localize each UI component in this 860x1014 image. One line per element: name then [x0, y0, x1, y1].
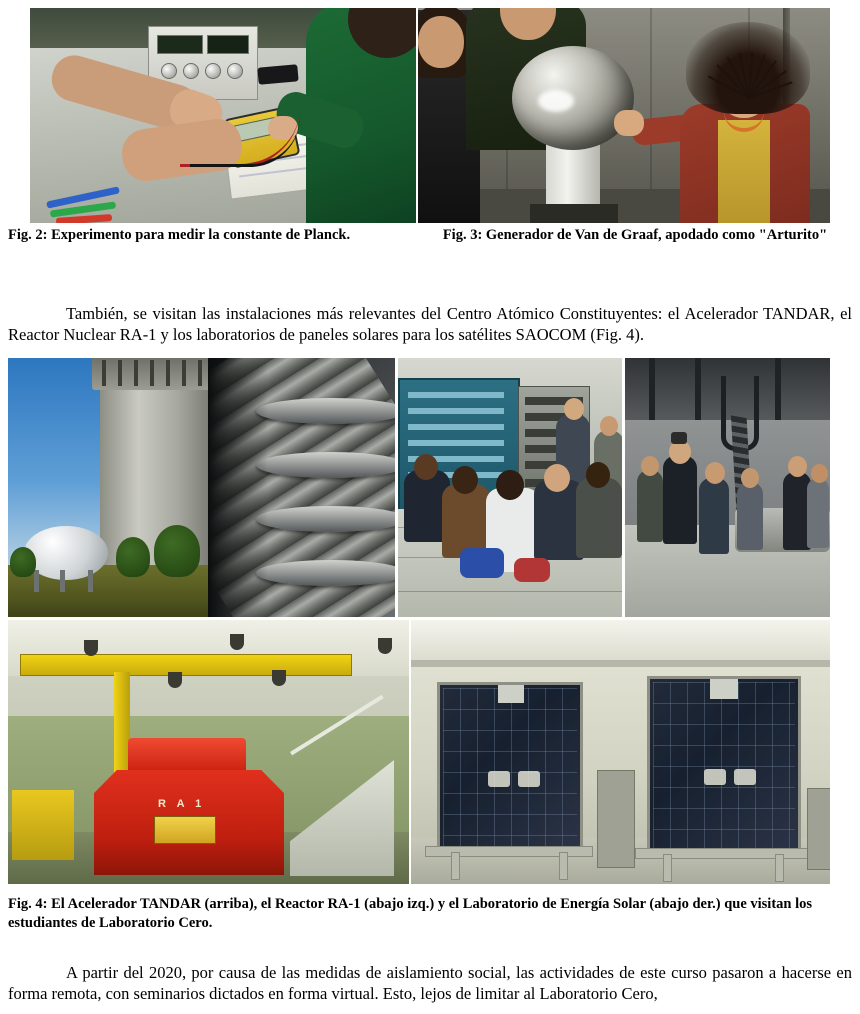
person-head: [544, 464, 570, 492]
figure-3-image: [418, 8, 830, 223]
yellow-cabinet: [12, 790, 74, 860]
person-seated: [442, 484, 490, 558]
ceiling-lamp-icon: [272, 670, 286, 686]
tree: [154, 525, 200, 577]
crane-beam: [20, 654, 352, 676]
figure-captions-top: [8, 226, 852, 244]
person-photographing: [663, 456, 697, 544]
psu-knob-2: [183, 63, 199, 79]
ceiling-beam: [411, 660, 830, 667]
person-standing: [699, 478, 729, 554]
panel-marker: [518, 771, 540, 787]
support-leg: [559, 852, 568, 880]
figure-4-caption-line-1: Fig. 4: El Acelerador TANDAR (arriba), el Reactor RA-1 (abajo izq.) y el Laboratorio de Energía Solar (abajo der.): [8, 896, 721, 912]
tank-leg: [34, 570, 39, 592]
reactor-plate: [154, 816, 216, 844]
panel-notch: [498, 685, 524, 703]
panel-marker: [704, 769, 726, 785]
person-head: [564, 398, 584, 420]
figure-4-caption: [8, 895, 852, 933]
psu-knob-1: [161, 63, 177, 79]
tube-ring: [256, 506, 395, 532]
backpack: [514, 558, 550, 582]
tube-shadow: [208, 358, 268, 617]
paragraph-2: A partir del 2020, por causa de las medidas de aislamiento social, las actividades de este curso pasaron a hacerse en forma remota, con seminarios dictados en forma virtual. Esto, lejos de limitar al Laboratorio Cero,: [8, 962, 852, 1004]
figure-4-panel-ra1-reactor: [8, 620, 409, 884]
figure-4-panel-students-control-room: [398, 358, 623, 617]
person-standing: [737, 482, 763, 550]
figure-4-panel-reactor-hall: [625, 358, 830, 617]
backpack: [460, 548, 504, 578]
person-seated: [576, 478, 622, 558]
tree: [10, 547, 36, 577]
tank-leg: [60, 570, 65, 592]
solar-panel: [437, 682, 583, 856]
person-head: [452, 466, 478, 494]
psu-display-2: [207, 35, 249, 54]
tube-ring: [256, 452, 395, 478]
panel-marker: [488, 771, 510, 787]
figure-2-image: [30, 8, 416, 223]
vandegraaff-sphere: [512, 46, 634, 150]
psu-display-1: [157, 35, 203, 54]
person-head: [414, 454, 438, 480]
person-head: [496, 470, 524, 500]
person-standing: [637, 470, 663, 542]
ceiling: [411, 620, 830, 660]
solar-panel: [647, 676, 801, 856]
support-leg: [663, 854, 672, 882]
figure-4-row-2: [8, 620, 830, 884]
panel-marker: [734, 769, 756, 785]
ceiling-lamp-icon: [84, 640, 98, 656]
figure-row-top: [30, 8, 830, 223]
solar-cells: [653, 682, 795, 850]
reactor-label: R A 1: [158, 798, 206, 810]
person-left-head: [418, 16, 464, 68]
support-leg: [775, 854, 784, 882]
psu-knob-3: [205, 63, 221, 79]
person-right-shirt: [718, 120, 770, 223]
tube-ring: [256, 560, 395, 586]
panel-notch: [710, 679, 738, 699]
sphere-highlight: [538, 90, 574, 112]
ceiling-lamp-icon: [230, 634, 244, 650]
figure-4-grid: [8, 358, 830, 884]
figure-4-caption-line-2: que visitan los estudiantes de Laboratorio Cero.: [8, 896, 813, 931]
person-head: [586, 462, 610, 488]
figure-2-caption: Fig. 2: Experimento para medir la constante de Planck.: [8, 227, 351, 243]
person-standing: [807, 478, 829, 548]
ceiling-lamp-icon: [378, 638, 392, 654]
tube-ring: [256, 398, 395, 424]
person-right-hand: [614, 110, 644, 136]
lab-rack: [807, 788, 830, 870]
ceiling-lamp-icon: [168, 672, 182, 688]
paragraph-1: También, se visitan las instalaciones más relevantes del Centro Atómico Constituyentes: el Acelerador TANDAR, el Reactor Nuclear RA-1 y los laboratorios de paneles solares para los satélites SAOCOM (Fig. 4).: [8, 303, 852, 345]
figure-3-caption: Fig. 3: Generador de Van de Graaf, apodado como "Arturito": [442, 227, 828, 243]
tool-group: [46, 194, 138, 220]
phone-icon: [257, 64, 298, 84]
tree: [116, 537, 150, 577]
accelerator-tube-photo: [208, 358, 395, 617]
static-hair: [686, 22, 810, 114]
psu-knob-4: [227, 63, 243, 79]
lab-cart: [597, 770, 635, 868]
figure-4-panel-solar-lab: [411, 620, 830, 884]
support-leg: [451, 852, 460, 880]
figure-4-panel-tandar-tower: [8, 358, 395, 617]
figure-4-row-1: [8, 358, 830, 617]
tank-leg: [88, 570, 93, 592]
solar-cells: [443, 688, 577, 850]
reactor-top: [128, 738, 246, 774]
tower-crown: [92, 358, 218, 390]
vandegraaff-base: [530, 204, 618, 223]
person-head: [600, 416, 618, 436]
camera-icon: [671, 432, 687, 444]
